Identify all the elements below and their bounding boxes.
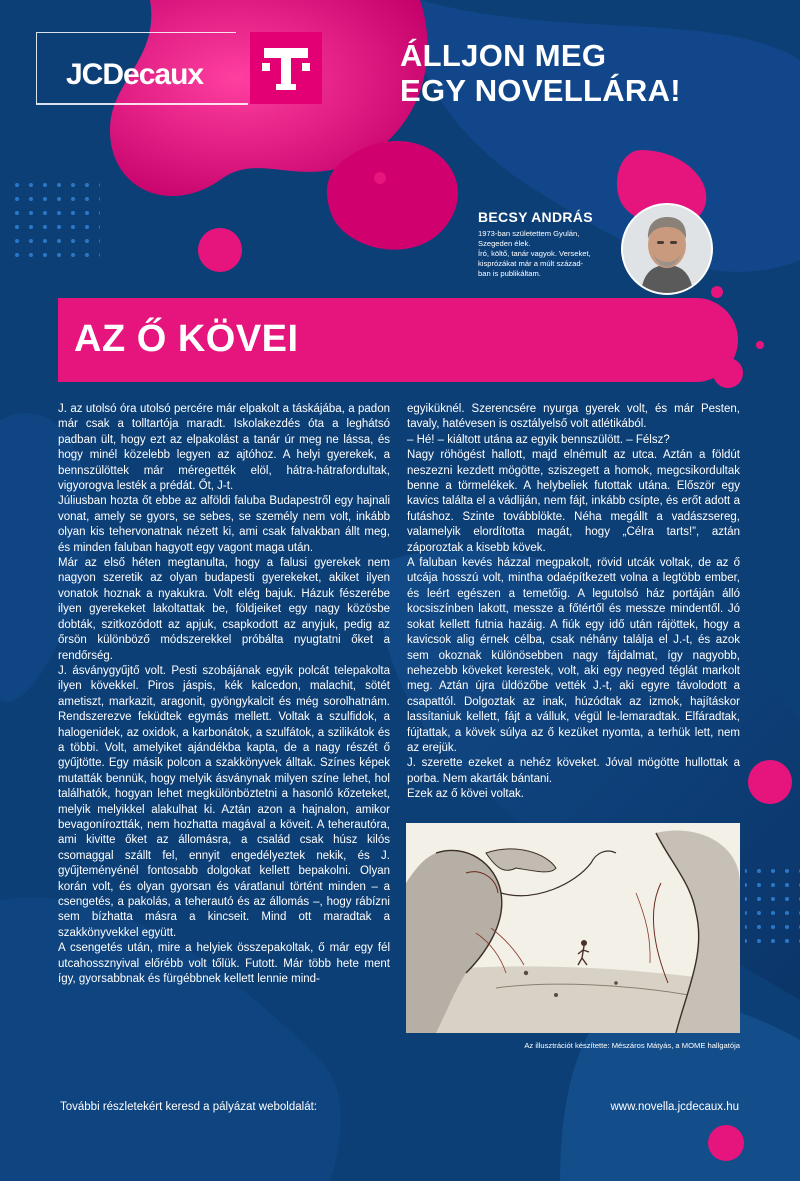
- campaign-headline: [400, 38, 681, 108]
- jcdecaux-logo: JCDecaux: [66, 58, 204, 91]
- author-bio-line: Író, költő, tanár vagyok. Verseket,: [478, 249, 591, 258]
- telekom-t-logo: [250, 32, 322, 104]
- story-paragraph: Ezek az ő kövei voltak.: [407, 788, 524, 801]
- author-bio-line: Szegeden élek.: [478, 239, 531, 248]
- footer-website-link[interactable]: www.novella.jcdecaux.hu: [610, 1101, 739, 1113]
- story-column-right: [407, 402, 740, 803]
- author-bio-line: 1973-ban születettem Gyulán,: [478, 229, 580, 238]
- story-title: AZ Ő KÖVEI: [74, 318, 299, 360]
- author-bio-line: ban is publikáltam.: [478, 269, 541, 278]
- headline-line-1: ÁLLJON MEG: [400, 38, 607, 73]
- story-paragraph: J. az utolsó óra utolsó percére már elpakolt a táskájába, a padon már csak a tolltartója maradt. Iskolakezdés óta a leghátsó padban ült, hogy ezt az elpakolást a tanár úr meg ne lássa, és hogy minél közelebb legyen az ajtóhoz. A helyi gyerekek, a bennszülöttek már méregették elöl, hátra-hátrafordultak, vigyorogva lesték a prédát. Őt, J-t.: [58, 403, 390, 493]
- author-name: BECSY ANDRÁS: [478, 209, 593, 225]
- headline-line-2: EGY NOVELLÁRA!: [400, 73, 681, 108]
- author-bio-line: kisprózákat már a múlt század-: [478, 259, 584, 268]
- story-paragraph: egyiküknél. Szerencsére nyurga gyerek volt, és már Pesten, tavaly, hatévesen is osztályelső volt atlétikából.: [407, 403, 740, 431]
- footer-info-text: További részletekért keresd a pályázat weboldalát:: [60, 1101, 317, 1113]
- story-paragraph: A faluban kevés házzal megpakolt, rövid utcák voltak, de az ő utcája hosszú volt, mintha odaépítkezett volna a legtöbb ember, és leért egészen a temetőig. A legutolsó ház portáján álló kocsiszínben lakott, messze a főtértől és messze mindentől. Jó sokat kellett futnia hazáig. A fiúk egy idő után rájöttek, hogy a kavicsok alig érnek célba, csak néhány találja el J.-t, és azok sem okoznak különösebben nagy fájdalmat, így nagyobb, nehezebb köveket kerestek, volt, aki egy negyed téglát markolt meg. Aztán újra üldözőbe vették J.-t, aki egyre távolodott a csapattól. Dolgoztak az inak, húzódtak az izmok, hajításkor lassítaniuk kellett, fájt a válluk, végül le-lemaradtak. Elfáradtak, fújtattak, a kövek súlya az ő kezüket nyomta, a terhük lett, nem az erejük.: [407, 557, 740, 754]
- story-illustration: [406, 823, 740, 1033]
- author-portrait: [621, 203, 713, 295]
- brand-frame-line: [36, 103, 248, 105]
- story-paragraph: Nagy röhögést hallott, majd elnémult az utca. Aztán a földút neszezni kezdett mögötte, sziszegett a homok, megcsikordultak benne a törmelékek. A helybeliek futottak utána. Először egy kavics találta el a vádliján, nem fájt, inkább csípte, és erőt adott a futáshoz. Szinte továbblökte. Néha megállt a vadászsereg, valamelyik elordította magát, hogy „Célra tarts!”, aztán záporoztak a kisebb kövek.: [407, 449, 740, 554]
- story-paragraph: Már az első héten megtanulta, hogy a falusi gyerekek nem nagyon szeretik az olyan budapesti gyerekeket, akiket ilyen vonatok hoznak a nyakukra. Volt elég bajuk. Házuk fészerébe ilyen gyerekeket lakoltattak be, földjeiket egy nagy közösbe dobták, szitkozódott az apjuk, csapkodott az anyjuk, pedig az őrsön különböző módszerekkel próbálta nyugtatni őket a rendőrség.: [58, 557, 390, 662]
- story-column-left: [58, 402, 390, 987]
- author-bio: [478, 229, 606, 279]
- story-paragraph: Júliusban hozta őt ebbe az alföldi faluba Budapestről egy hajnali vonat, amely se gyors, se sebes, se személy nem volt, inkább olyan kis tehervonatnak nézett ki, ami csak falvakban állt meg, és minden faluban hagyott egy vagont maga után.: [58, 495, 390, 554]
- story-paragraph: – Hé! – kiáltott utána az egyik bennszülött. – Félsz?: [407, 433, 670, 446]
- story-paragraph: J. ásványgyűjtő volt. Pesti szobájának egyik polcát telepakolta ilyen kövekkel. Piros jáspis, kék kalcedon, malachit, sötét ametiszt, markazit, aragonit, gyöngykalcit és még sorolhatnám. Rendszerezve feküdtek egymás mellett. Voltak a szulfidok, a halogenidek, az oxidok, a karbonátok, a szulfátok, a szilikátok és a többi. Volt, amelyiket ajándékba kapta, de a nagy részét ő gyűjtötte. Egy másik polcon a szakkönyvek álltak. Színes képek mutatták bennük, hogy melyik ásványnak milyen színe lehet, hol találhatók, hogyan lehet megkülönböztetni a hasonló kőzeteket, melyik melyikkel alakulhat ki. Aztán azon a hajnalon, amikor bevagoníroztták, nem hozhatta magával a köveit. A teherautóra, ami kivitte őket az állomásra, a család csak húsz kilós csomaggal szállt fel, ennyit engedélyeztek nekik, és J. gyűjteményénél fontosabb dolgokat kellett bepakolni. Olyan korán volt, és olyan gyorsan és váratlanul történt minden – a csengetés, a pakolás, a teherautó és az állomás –, hogy rábízni sem bízhatta másra a kincseit. Mind ott maradtak a szakkönyvekkel együtt.: [58, 664, 390, 939]
- story-paragraph: J. szerette ezeket a nehéz köveket. Jóval mögötte hullottak a porba. Nem akarták bántani.: [407, 757, 740, 785]
- illustration-caption: Az illusztrációt készítette: Mészáros Mátyás, a MOME hallgatója: [524, 1041, 740, 1050]
- story-paragraph: A csengetés után, mire a helyiek összepakoltak, ő már egy fél utcahossznyival előrébb volt tőlük. Futott. Már több hete ment így, gyorsabbnak és fürgébbnek kellett lennie mind-: [58, 942, 390, 986]
